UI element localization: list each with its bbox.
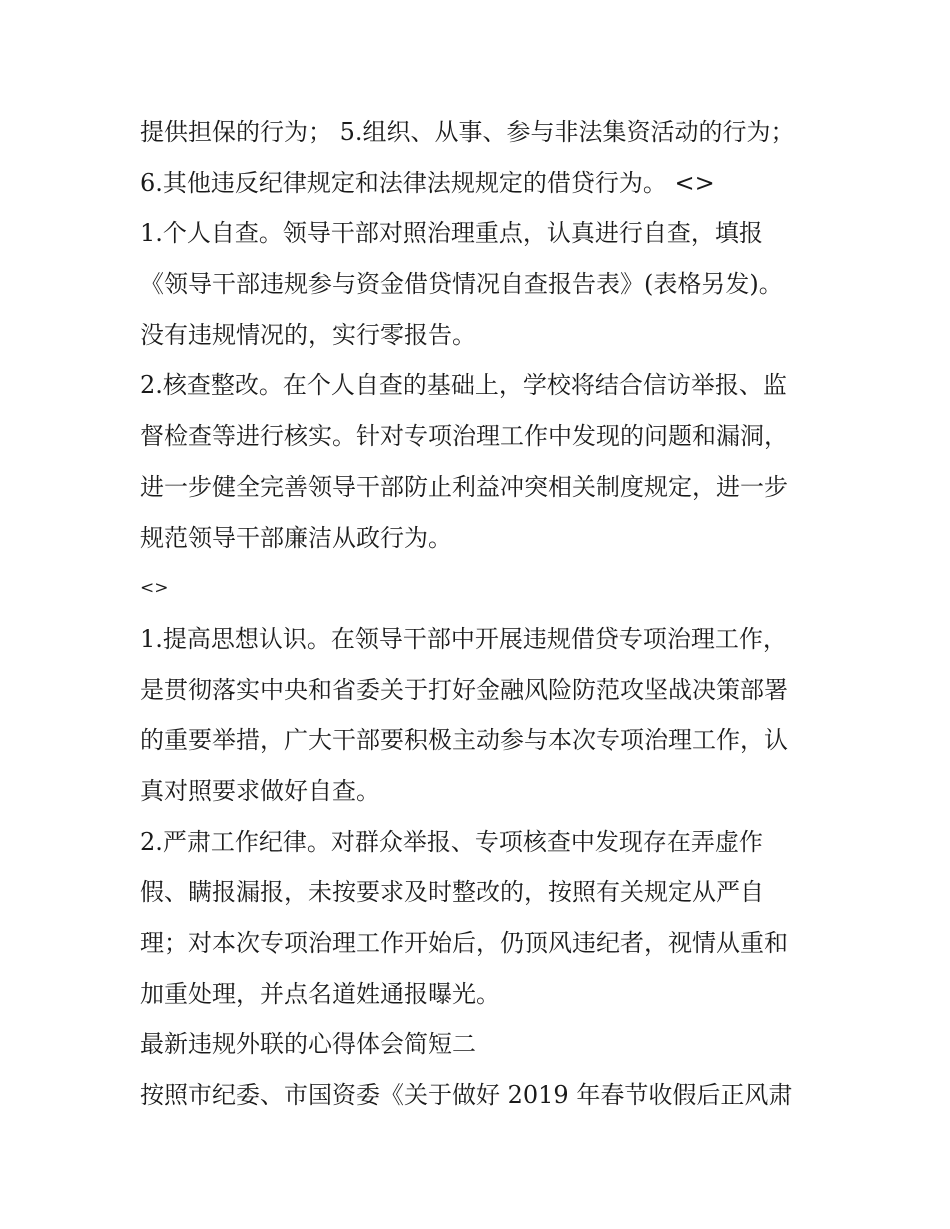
text-line: 《领导干部违规参与资金借贷情况自查报告表》(表格另发)。 [140, 270, 783, 299]
text-line: 2.严肃工作纪律。对群众举报、专项核查中发现存在弄虚作 [140, 827, 763, 856]
text-line: 按照市纪委、市国资委《关于做好 2019 年春节收假后正风肃 [140, 1081, 793, 1110]
text-line: 进一步健全完善领导干部防止利益冲突相关制度规定，进一步 [140, 472, 788, 501]
text-line: 提供担保的行为； 5.组织、从事、参与非法集资活动的行为； [140, 118, 795, 146]
text-line: 的重要举措，广大干部要积极主动参与本次专项治理工作，认 [140, 726, 788, 755]
text-line: 2.核查整改。在个人自查的基础上，学校将结合信访举报、监 [140, 371, 787, 400]
text-line: 6.其他违反纪律规定和法律法规规定的借贷行为。 <> [140, 168, 715, 197]
document-body [140, 107, 820, 1121]
text-line: 督检查等进行核实。针对专项治理工作中发现的问题和漏洞， [140, 422, 788, 451]
text-line: 理；对本次专项治理工作开始后，仍顶风违纪者，视情从重和 [140, 929, 788, 957]
text-line: 假、瞒报漏报，未按要求及时整改的，按照有关规定从严自 [140, 878, 764, 907]
section-heading: 最新违规外联的心得体会简短二 [140, 1030, 476, 1059]
text-line: 1.提高思想认识。在领导干部中开展违规借贷专项治理工作， [140, 624, 787, 653]
text-line: 真对照要求做好自查。 [140, 776, 380, 805]
text-line: 规范领导干部廉洁从政行为。 [140, 523, 452, 552]
section-marker: <> [140, 578, 169, 599]
text-line: 1.个人自查。领导干部对照治理重点，认真进行自查，填报 [140, 219, 763, 248]
text-line: 没有违规情况的，实行零报告。 [140, 320, 476, 349]
text-line: 加重处理，并点名道姓通报曝光。 [140, 979, 500, 1008]
text-line: 是贯彻落实中央和省委关于打好金融风险防范攻坚战决策部署 [140, 675, 788, 704]
